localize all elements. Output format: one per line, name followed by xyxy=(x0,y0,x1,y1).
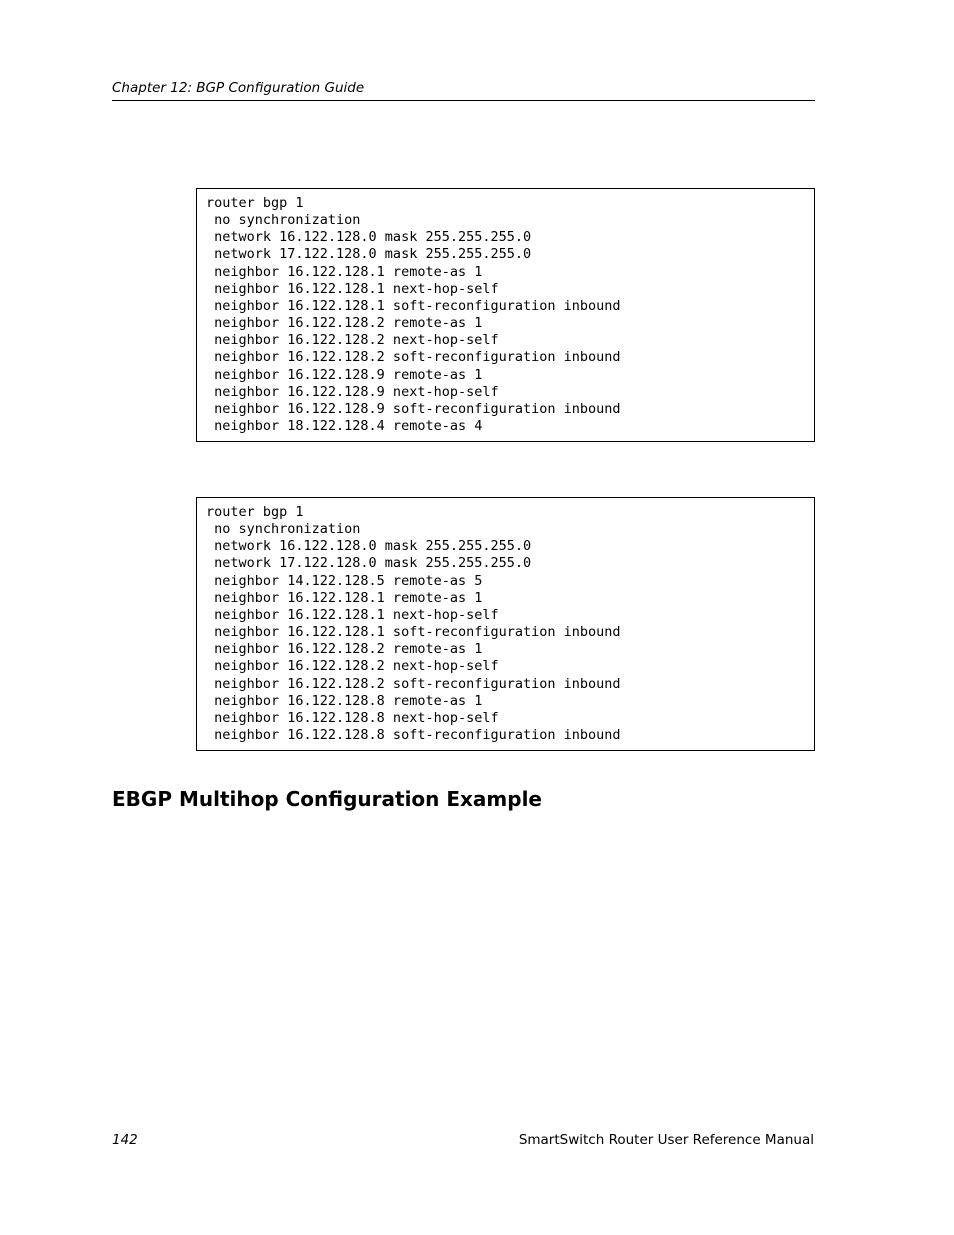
code-line: neighbor 16.122.128.2 next-hop-self xyxy=(206,332,499,349)
code-line: neighbor 16.122.128.2 soft-reconfiguration inbound xyxy=(206,675,621,692)
code-line: neighbor 16.122.128.8 remote-as 1 xyxy=(206,692,483,709)
code-line: neighbor 16.122.128.1 remote-as 1 xyxy=(206,263,483,280)
code-line: neighbor 16.122.128.2 soft-reconfiguration inbound xyxy=(206,349,621,366)
chapter-header: Chapter 12: BGP Configuration Guide xyxy=(112,80,365,96)
code-line: neighbor 16.122.128.2 remote-as 1 xyxy=(206,315,483,332)
manual-title: SmartSwitch Router User Reference Manual xyxy=(518,1132,814,1148)
code-line: network 17.122.128.0 mask 255.255.255.0 xyxy=(206,246,532,263)
code-line: no synchronization xyxy=(206,521,361,538)
code-line: neighbor 16.122.128.2 remote-as 1 xyxy=(206,641,483,658)
code-block-2 xyxy=(196,497,815,751)
code-line: neighbor 16.122.128.9 soft-reconfiguration inbound xyxy=(206,400,621,417)
page-number: 142 xyxy=(112,1132,138,1148)
code-line: neighbor 16.122.128.1 next-hop-self xyxy=(206,606,499,623)
code-line: router bgp 1 xyxy=(206,195,304,211)
section-heading: EBGP Multihop Configuration Example xyxy=(112,787,542,811)
code-line: neighbor 16.122.128.1 next-hop-self xyxy=(206,280,499,297)
code-line: neighbor 18.122.128.4 remote-as 4 xyxy=(206,418,483,435)
code-line: neighbor 16.122.128.8 soft-reconfiguration inbound xyxy=(206,727,621,744)
code-line: network 16.122.128.0 mask 255.255.255.0 xyxy=(206,229,532,246)
code-line: neighbor 14.122.128.5 remote-as 5 xyxy=(206,572,483,589)
code-line: neighbor 16.122.128.9 next-hop-self xyxy=(206,383,499,400)
code-line: neighbor 16.122.128.2 next-hop-self xyxy=(206,658,499,675)
code-line: no synchronization xyxy=(206,212,361,229)
code-line: neighbor 16.122.128.9 remote-as 1 xyxy=(206,366,483,383)
code-line: network 17.122.128.0 mask 255.255.255.0 xyxy=(206,555,532,572)
code-line: neighbor 16.122.128.1 soft-reconfiguration inbound xyxy=(206,624,621,641)
code-line: neighbor 16.122.128.1 soft-reconfiguration inbound xyxy=(206,297,621,314)
code-line: neighbor 16.122.128.8 next-hop-self xyxy=(206,709,499,726)
code-line: router bgp 1 xyxy=(206,504,304,520)
header-divider xyxy=(112,100,815,101)
code-line: network 16.122.128.0 mask 255.255.255.0 xyxy=(206,538,532,555)
code-line: neighbor 16.122.128.1 remote-as 1 xyxy=(206,589,483,606)
code-block-1 xyxy=(196,188,815,442)
